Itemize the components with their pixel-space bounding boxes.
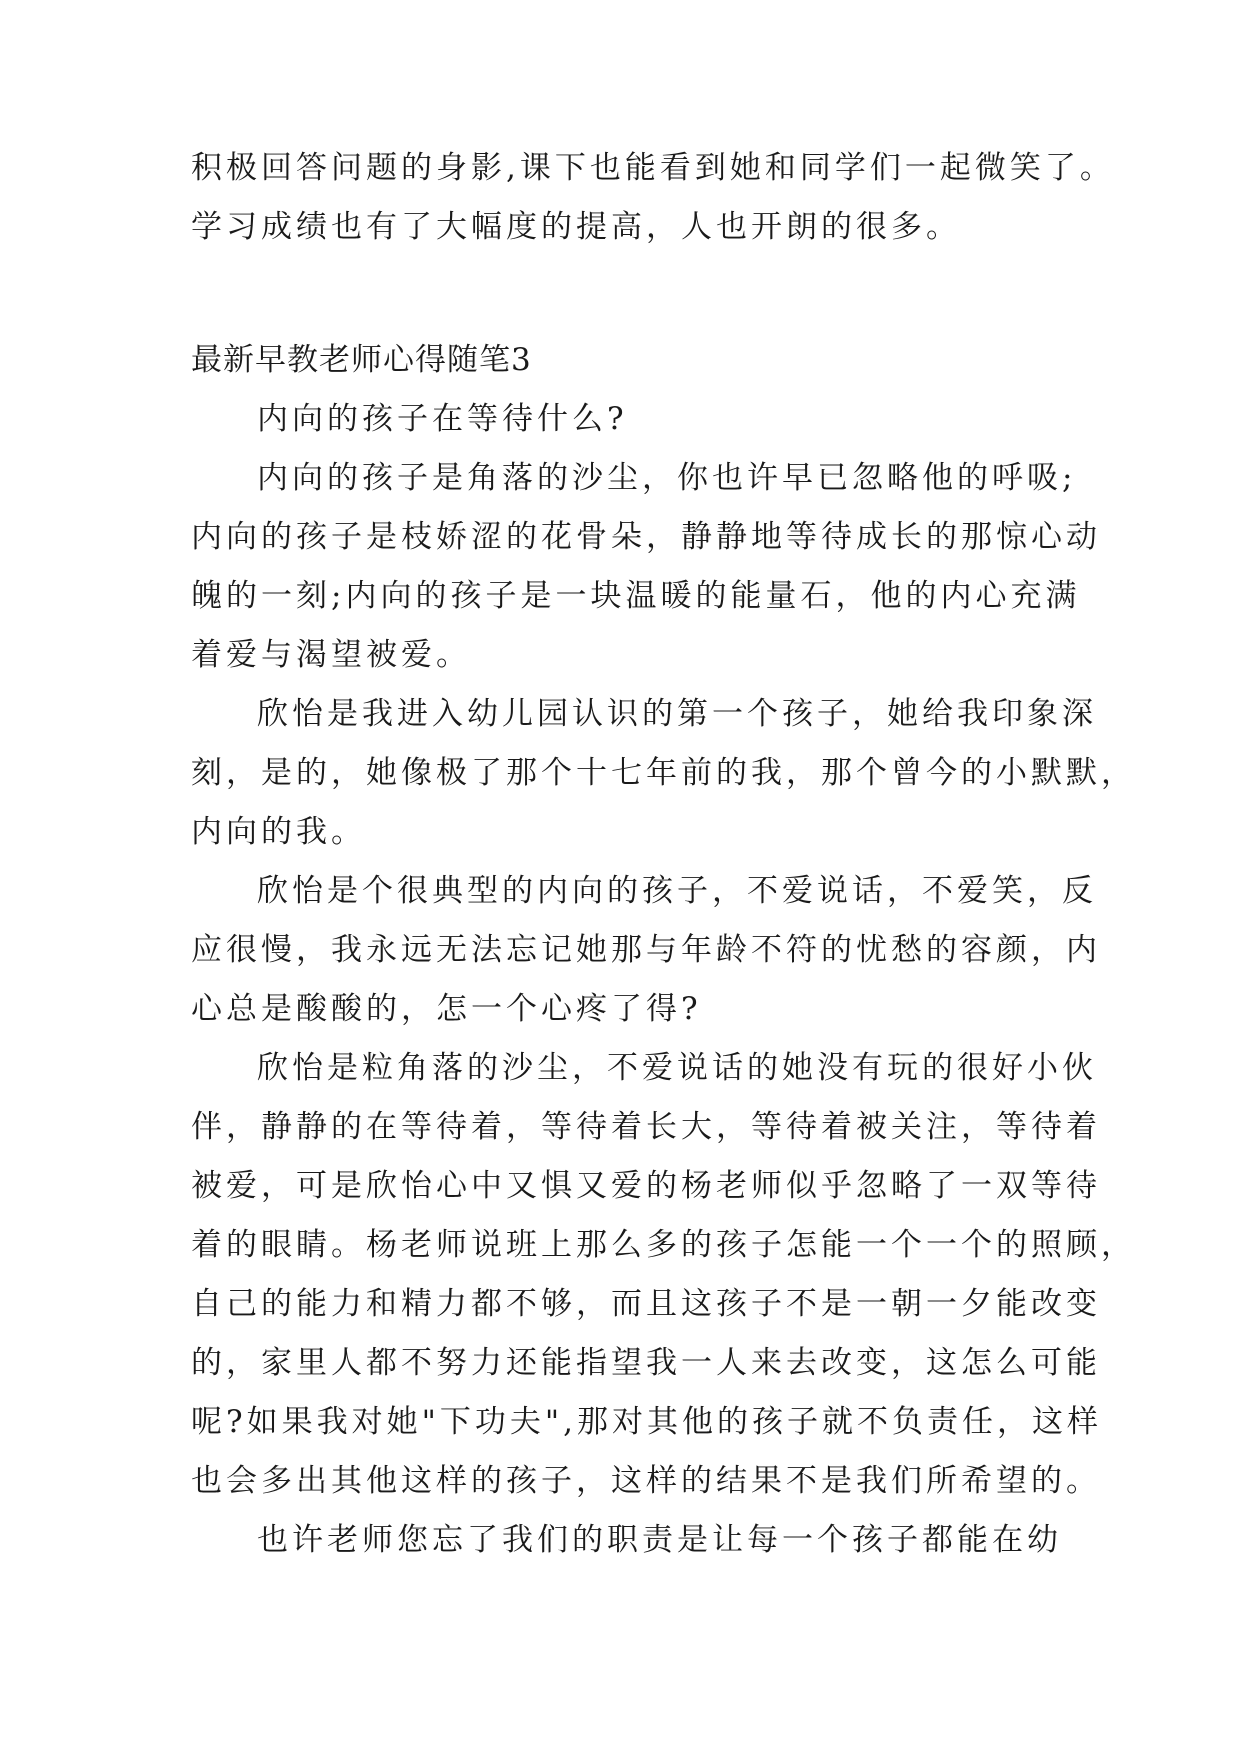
paragraph-2-line-3: 内向的我。 [191, 814, 366, 850]
paragraph-2-line-2: 刻，是的，她像极了那个十七年前的我，那个曾今的小默默， [191, 755, 1136, 791]
paragraph-4-line-3: 被爱，可是欣怡心中又惧又爱的杨老师似乎忽略了一双等待 [191, 1168, 1101, 1204]
paragraph-1-line-2: 内向的孩子是枝娇涩的花骨朵，静静地等待成长的那惊心动 [191, 519, 1101, 555]
paragraph-4-line-1: 欣怡是粒角落的沙尘，不爱说话的她没有玩的很好小伙 [257, 1050, 1097, 1086]
intro-line-1: 积极回答问题的身影,课下也能看到她和同学们一起微笑了。 [191, 150, 1115, 186]
paragraph-3-line-2: 应很慢，我永远无法忘记她那与年龄不符的忧愁的容颜，内 [191, 932, 1101, 968]
section-title: 最新早教老师心得随笔3 [191, 342, 532, 378]
paragraph-4-line-8: 也会多出其他这样的孩子，这样的结果不是我们所希望的。 [191, 1463, 1101, 1499]
paragraph-1-line-3: 魄的一刻;内向的孩子是一块温暖的能量石，他的内心充满 [191, 578, 1081, 614]
paragraph-5-line-1: 也许老师您忘了我们的职责是让每一个孩子都能在幼 [257, 1522, 1062, 1558]
paragraph-4-line-7: 呢?如果我对她"下功夫",那对其他的孩子就不负责任，这样 [191, 1404, 1102, 1440]
paragraph-3-line-1: 欣怡是个很典型的内向的孩子，不爱说话，不爱笑，反 [257, 873, 1097, 909]
paragraph-4-line-5: 自己的能力和精力都不够，而且这孩子不是一朝一夕能改变 [191, 1286, 1101, 1322]
section-subtitle: 内向的孩子在等待什么? [257, 401, 628, 437]
paragraph-4-line-6: 的，家里人都不努力还能指望我一人来去改变，这怎么可能 [191, 1345, 1101, 1381]
paragraph-2-line-1: 欣怡是我进入幼儿园认识的第一个孩子，她给我印象深 [257, 696, 1097, 732]
paragraph-4-line-4: 着的眼睛。杨老师说班上那么多的孩子怎能一个一个的照顾， [191, 1227, 1136, 1263]
paragraph-3-line-3: 心总是酸酸的，怎一个心疼了得? [191, 991, 702, 1027]
paragraph-4-line-2: 伴，静静的在等待着，等待着长大，等待着被关注，等待着 [191, 1109, 1101, 1145]
paragraph-1-line-1: 内向的孩子是角落的沙尘，你也许早已忽略他的呼吸; [257, 460, 1077, 496]
paragraph-1-line-4: 着爱与渴望被爱。 [191, 637, 471, 673]
intro-line-2: 学习成绩也有了大幅度的提高，人也开朗的很多。 [191, 209, 961, 245]
